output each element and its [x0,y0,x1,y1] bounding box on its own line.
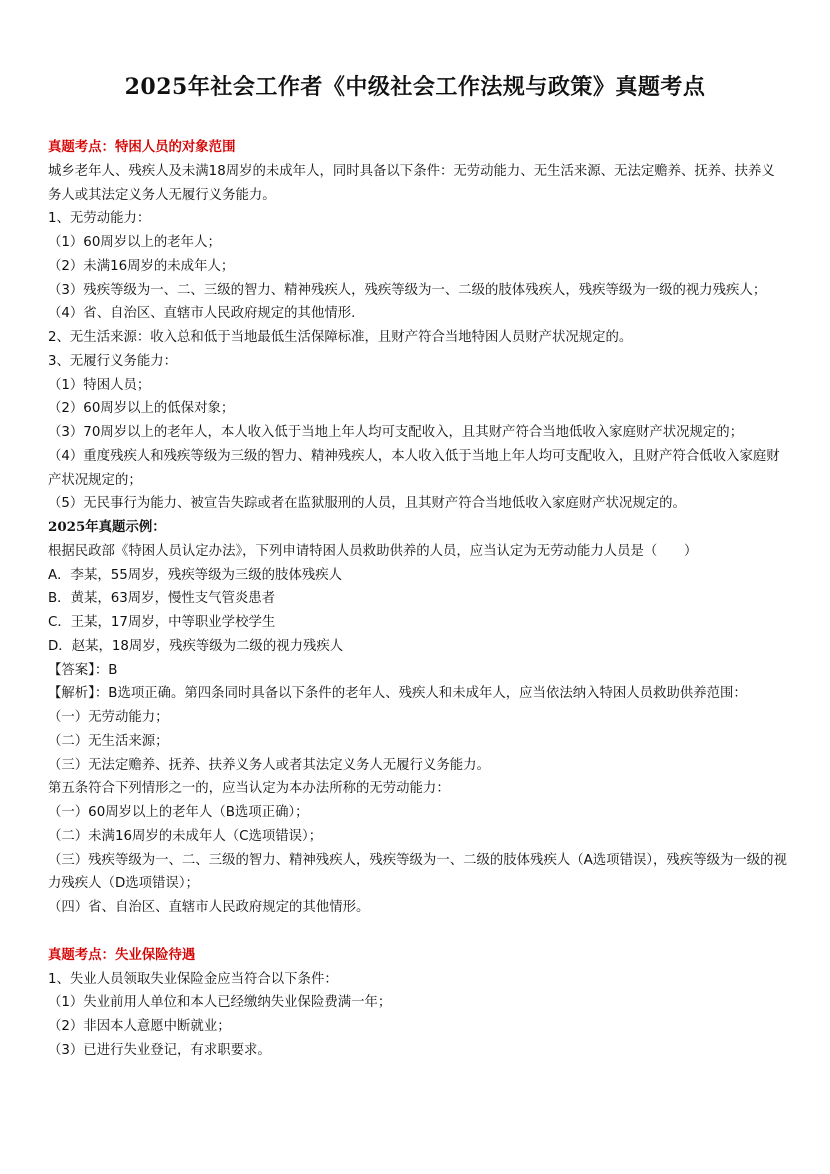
list-item: （2）60周岁以上的低保对象； [48,401,235,417]
analysis: 【解析】：B选项正确。第四条同时具备以下条件的老年人、残疾人和未成年人，应当依法纳入特困人员救助供养范围： [48,686,747,702]
section-spacer [48,920,788,944]
example-label: 2025年真题示例： [48,519,166,535]
list-item: （二）未满16周岁的未成年人（C选项错误）； [48,828,323,844]
paragraph: 1、无劳动能力： [48,211,151,227]
list-item: （2）未满16周岁的未成年人； [48,258,235,274]
paragraph: 1、失业人员领取失业保险金应当符合以下条件： [48,971,338,987]
list-item: （三）残疾等级为一、二、三级的智力、精神残疾人，残疾等级为一、二级的肢体残疾人（A选项错误），残疾等级为一级的视力残疾人（D选项错误）； [48,852,787,892]
option-b: B．黄某，63周岁，慢性支气管炎患者 [48,591,276,607]
list-item: （4）省、自治区、直辖市人民政府规定的其他情形. [48,306,356,322]
option-d: D．赵某，18周岁，残疾等级为二级的视力残疾人 [48,638,344,654]
list-item: （3）已进行失业登记，有求职要求。 [48,1042,271,1058]
list-item: （3）70周岁以上的老年人，本人收入低于当地上年人均可支配收入，且其财产符合当地低收入家庭财产状况规定的； [48,425,744,440]
list-item: （一）无劳动能力； [48,710,169,725]
paragraph: 2、无生活来源：收入总和低于当地最低生活保障标准，且财产符合当地特困人员财产状况规定的。 [48,330,633,345]
list-item: （二）无生活来源； [48,733,169,749]
section-heading: 真题考点：失业保险待遇 [48,946,196,963]
list-item: （3）残疾等级为一、二、三级的智力、精神残疾人，残疾等级为一、二级的肢体残疾人，残疾等级为一级的视力残疾人； [48,282,767,298]
option-c: C．王某，17周岁，中等职业学校学生 [48,615,276,630]
option-a: A．李某，55周岁，残疾等级为三级的肢体残疾人 [48,567,343,583]
list-item: （一）60周岁以上的老年人（B选项正确）； [48,805,309,820]
page-title: 2025年社会工作者《中级社会工作法规与政策》真题考点 [124,74,706,100]
list-item: （2）非因本人意愿中断就业； [48,1019,231,1034]
paragraph: 第五条符合下列情形之一的，应当认定为本办法所称的无劳动能力： [48,781,450,797]
paragraph: 城乡老年人、残疾人及未满18周岁的未成年人，同时具备以下条件：无劳动能力、无生活来源、无法定赡养、抚养、扶养义务人或其法定义务人无履行义务能力。 [48,163,775,203]
section-heading: 真题考点：特困人员的对象范围 [48,139,236,155]
list-item: （5）无民事行为能力、被宣告失踪或者在监狱服刑的人员，且其财产符合当地低收入家庭财产状况规定的。 [48,496,686,512]
list-item: （三）无法定赡养、抚养、扶养义务人或者其法定义务人无履行义务能力。 [48,757,490,773]
document-body [48,136,788,1063]
list-item: （1）特困人员； [48,377,151,393]
list-item: （1）60周岁以上的老年人； [48,235,221,250]
list-item: （四）省、自治区、直辖市人民政府规定的其他情形。 [48,900,370,915]
question: 根据民政部《特困人员认定办法》，下列申请特困人员救助供养的人员，应当认定为无劳动能力人员是（ ） [48,543,698,559]
list-item: （1）失业前用人单位和本人已经缴纳失业保险费满一年； [48,995,392,1011]
answer: 【答案】：B [48,662,118,678]
paragraph: 3、无履行义务能力： [48,353,178,369]
list-item: （4）重度残疾人和残疾等级为三级的智力、精神残疾人，本人收入低于当地上年人均可支配收入，且财产符合低收入家庭财产状况规定的； [48,448,780,488]
